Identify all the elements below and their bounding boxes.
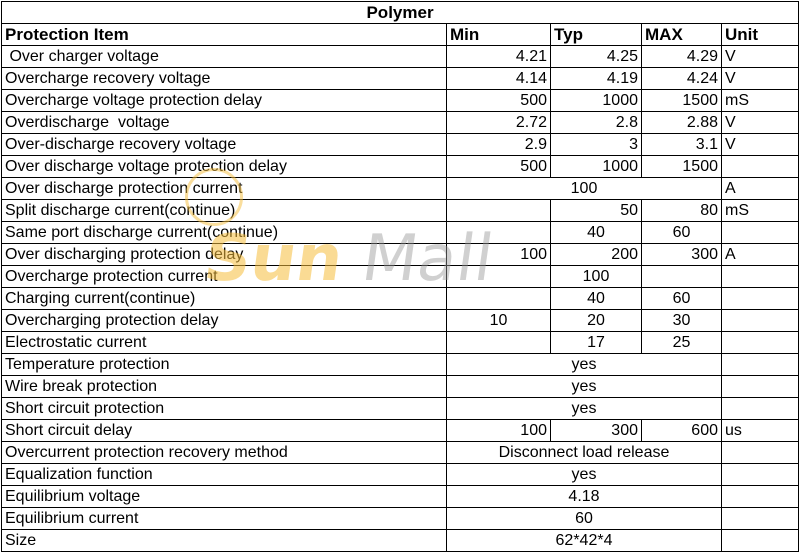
typ-cell: 40: [551, 222, 642, 244]
protection-item-cell: Equilibrium voltage: [2, 486, 447, 508]
title-row: [2, 2, 799, 24]
unit-cell: [722, 486, 799, 508]
typ-cell: 50: [551, 200, 642, 222]
unit-cell: mS: [722, 200, 799, 222]
unit-cell: A: [722, 244, 799, 266]
protection-item-cell: Overcharge recovery voltage: [2, 68, 447, 90]
protection-item-cell: Equilibrium current: [2, 508, 447, 530]
header-typ: Typ: [551, 24, 642, 46]
header-row: [2, 24, 799, 46]
table-row: [2, 508, 799, 530]
protection-item-cell: Split discharge current(continue): [2, 200, 447, 222]
protection-item-cell: Short circuit protection: [2, 398, 447, 420]
table-row: [2, 442, 799, 464]
protection-item-cell: Charging current(continue): [2, 288, 447, 310]
protection-item-cell: Size: [2, 530, 447, 552]
typ-cell: 4.25: [551, 46, 642, 68]
max-cell: 60: [642, 222, 722, 244]
table-row: [2, 46, 799, 68]
typ-cell: 100: [551, 266, 642, 288]
protection-item-cell: Overcharge voltage protection delay: [2, 90, 447, 112]
typ-cell: 4.19: [551, 68, 642, 90]
table-row: [2, 266, 799, 288]
table-row: [2, 68, 799, 90]
min-cell: 100: [447, 420, 551, 442]
min-cell: [447, 222, 551, 244]
max-cell: 1500: [642, 156, 722, 178]
merged-value-cell: yes: [447, 354, 722, 376]
header-max: MAX: [642, 24, 722, 46]
table-row: [2, 420, 799, 442]
table-row: [2, 134, 799, 156]
min-cell: [447, 200, 551, 222]
unit-cell: V: [722, 46, 799, 68]
protection-item-cell: Short circuit delay: [2, 420, 447, 442]
typ-cell: 300: [551, 420, 642, 442]
typ-cell: 200: [551, 244, 642, 266]
protection-item-cell: Temperature protection: [2, 354, 447, 376]
protection-item-cell: Overcharge protection current: [2, 266, 447, 288]
merged-value-cell: yes: [447, 398, 722, 420]
unit-cell: [722, 442, 799, 464]
protection-item-cell: Same port discharge current(continue): [2, 222, 447, 244]
typ-cell: 40: [551, 288, 642, 310]
table-row: [2, 244, 799, 266]
unit-cell: [722, 266, 799, 288]
unit-cell: [722, 508, 799, 530]
unit-cell: [722, 464, 799, 486]
protection-item-cell: Over discharge voltage protection delay: [2, 156, 447, 178]
protection-item-cell: Electrostatic current: [2, 332, 447, 354]
protection-item-cell: Overcharging protection delay: [2, 310, 447, 332]
merged-value-cell: 100: [447, 178, 722, 200]
max-cell: 4.29: [642, 46, 722, 68]
protection-item-cell: Overcurrent protection recovery method: [2, 442, 447, 464]
merged-value-cell: yes: [447, 464, 722, 486]
min-cell: 10: [447, 310, 551, 332]
merged-value-cell: yes: [447, 376, 722, 398]
min-cell: 500: [447, 90, 551, 112]
table-row: [2, 486, 799, 508]
min-cell: 500: [447, 156, 551, 178]
min-cell: [447, 332, 551, 354]
merged-value-cell: Disconnect load release: [447, 442, 722, 464]
protection-item-cell: Over charger voltage: [2, 46, 447, 68]
unit-cell: A: [722, 178, 799, 200]
unit-cell: V: [722, 134, 799, 156]
typ-cell: 1000: [551, 156, 642, 178]
table-row: [2, 178, 799, 200]
min-cell: 4.14: [447, 68, 551, 90]
table-row: [2, 354, 799, 376]
min-cell: [447, 266, 551, 288]
table-row: [2, 310, 799, 332]
max-cell: 1500: [642, 90, 722, 112]
protection-item-cell: Overdischarge voltage: [2, 112, 447, 134]
merged-value-cell: 60: [447, 508, 722, 530]
min-cell: 100: [447, 244, 551, 266]
min-cell: 2.9: [447, 134, 551, 156]
max-cell: 3.1: [642, 134, 722, 156]
unit-cell: V: [722, 112, 799, 134]
table-row: [2, 288, 799, 310]
protection-item-cell: Over discharge protection current: [2, 178, 447, 200]
max-cell: 600: [642, 420, 722, 442]
typ-cell: 3: [551, 134, 642, 156]
max-cell: 2.88: [642, 112, 722, 134]
table-row: [2, 200, 799, 222]
watermark-brand-sun: Sun: [199, 222, 348, 296]
typ-cell: 17: [551, 332, 642, 354]
unit-cell: V: [722, 68, 799, 90]
table-row: [2, 530, 799, 552]
merged-value-cell: 4.18: [447, 486, 722, 508]
min-cell: 4.21: [447, 46, 551, 68]
table-row: [2, 376, 799, 398]
spec-table-body: [2, 2, 799, 552]
typ-cell: 1000: [551, 90, 642, 112]
max-cell: 300: [642, 244, 722, 266]
max-cell: 25: [642, 332, 722, 354]
spec-table: [1, 1, 799, 552]
unit-cell: [722, 376, 799, 398]
protection-item-cell: Equalization function: [2, 464, 447, 486]
unit-cell: [722, 222, 799, 244]
protection-item-cell: Over-discharge recovery voltage: [2, 134, 447, 156]
unit-cell: [722, 156, 799, 178]
unit-cell: [722, 288, 799, 310]
table-row: [2, 156, 799, 178]
min-cell: 2.72: [447, 112, 551, 134]
protection-item-cell: Wire break protection: [2, 376, 447, 398]
unit-cell: mS: [722, 90, 799, 112]
table-row: [2, 90, 799, 112]
header-min: Min: [447, 24, 551, 46]
max-cell: 30: [642, 310, 722, 332]
unit-cell: [722, 310, 799, 332]
typ-cell: 20: [551, 310, 642, 332]
watermark-brand-rest: Mall: [337, 222, 498, 296]
table-row: [2, 112, 799, 134]
unit-cell: [722, 398, 799, 420]
header-unit: Unit: [722, 24, 799, 46]
unit-cell: [722, 354, 799, 376]
max-cell: 60: [642, 288, 722, 310]
table-row: [2, 398, 799, 420]
min-cell: [447, 288, 551, 310]
max-cell: 4.24: [642, 68, 722, 90]
table-row: [2, 332, 799, 354]
table-title: Polymer: [2, 2, 799, 24]
table-row: [2, 222, 799, 244]
merged-value-cell: 62*42*4: [447, 530, 722, 552]
max-cell: 80: [642, 200, 722, 222]
unit-cell: us: [722, 420, 799, 442]
max-cell: [642, 266, 722, 288]
header-protection-item: Protection Item: [2, 24, 447, 46]
typ-cell: 2.8: [551, 112, 642, 134]
table-row: [2, 464, 799, 486]
unit-cell: [722, 332, 799, 354]
protection-item-cell: Over discharging protection delay: [2, 244, 447, 266]
unit-cell: [722, 530, 799, 552]
